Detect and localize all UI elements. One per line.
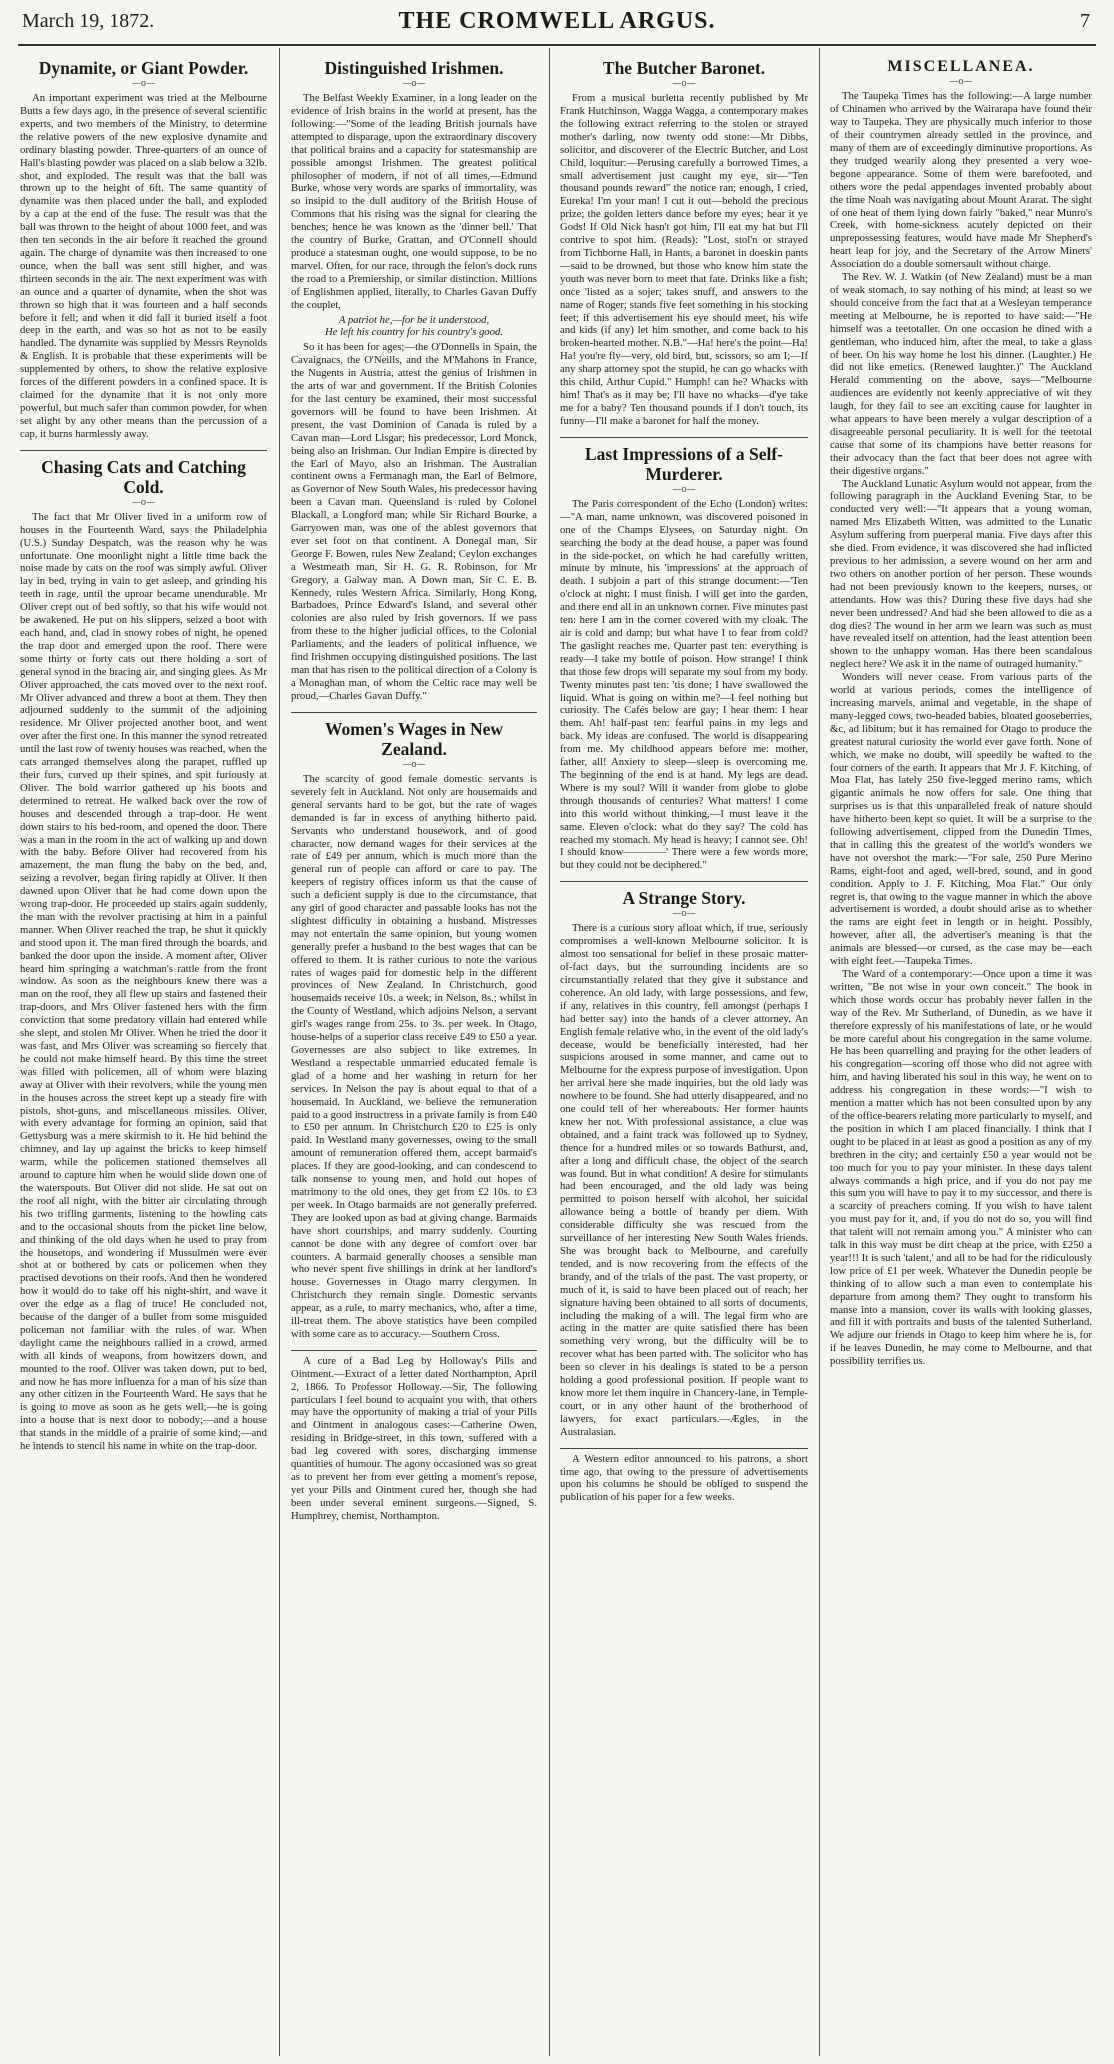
headline-divider: —o— <box>672 909 696 920</box>
column-rule <box>279 48 280 2056</box>
article-miscellanea <box>830 58 1092 1368</box>
article-headline: Women's Wages in New Zealand. <box>324 718 504 759</box>
article-dynamite <box>20 58 267 441</box>
article-headline: Chasing Cats and Catching Cold. <box>41 456 246 497</box>
article-headline: Last Impressions of a Self-Murderer. <box>584 443 784 484</box>
article-separator <box>291 1350 537 1351</box>
article-text: A Western editor announced to his patrons, a short time ago, that owing to the pressure of advertisements upon his columns he should be obliged to suspend the publication of his paper for a few weeks. <box>560 1452 808 1504</box>
headline-divider: —o— <box>949 77 973 88</box>
article-distinguished-irishmen <box>291 58 537 703</box>
article-separator <box>560 881 808 882</box>
article-butcher-baronet <box>560 58 808 428</box>
article-strange-story <box>560 888 808 1438</box>
article-headline: The Butcher Baronet. <box>602 58 766 78</box>
headline-divider: —o— <box>131 497 156 508</box>
column-4 <box>830 52 1092 2054</box>
article-separator <box>560 1448 808 1449</box>
article-text: The Rev. W. J. Watkin (of New Zealand) must be a man of weak stomach, to say nothing of his mind; at least so we should conceive from the fact that at a Wesleyan temperance meeting at Melbourne, he is reported to have said:—"He himself was a teetotaller. On one occasion he dined with a gentleman, who induced him, after the meal, to take a glass of beer. On his way home he lost his dinner. (Laughter.) He did not like emetics. (Renewed laughter.)" The Auckland Herald commenting on the above, says—"Melbourne audiences are evidently not keenly appreciative of wit they laugh, for they fail to see an exciting cause for laughter in what appears to have been merely a vulgar description of a disagreeable personal peculiarity. It is well for the teetotal cause that some of its champions have better reasons for their advocacy than the fact that beer does not agree with their digestive organs." <box>830 271 1092 477</box>
article-headline: Distinguished Irishmen. <box>324 58 504 78</box>
article-text: An important experiment was tried at the Melbourne Butts a few days ago, in the presence of several scientific experts, and two members of the Ministry, to determine the relative powers of the new explosive dynamite and ordinary blasting powder. Three-quarters of an ounce of Hall's blasting powder was placed on a slab below a 32lb. shot, and exploded. The result was that the ball was thrown up to the height of 6ft. The same quantity of dynamite was then placed under the ball, and exploded by a cap at the end of the fuse. The result was that the ball was thrown to the height of about 1000 feet, and was then ten seconds in the air before it reached the ground again. The charge of dynamite was then increased to one ounce, when the ball was sent still higher, and was thirteen seconds in the air. The next experiment was with an ounce and a quarter of dynamite, when the shot was thrown so high that it was fourteen and a half seconds before it fell; and when it did fall it buried itself a foot deep in the earth, and was so hot as not to be easily handled. The dynamite was supplied by Messrs Reynolds & English. It is probable that these experiments will be supplemented by others, to show the relative explosive forces of the different powders in a confined space. It is claimed for the dynamite that it is not only more powerful, but much safer than common powder, for when set alight by any other means than the percussion of a cap, it burns harmlessly away. <box>20 92 267 440</box>
headline-divider: —o— <box>131 79 156 90</box>
article-text: The scarcity of good female domestic servants is severely felt in Auckland. Not only are housemaids and general servants hard to be got, but the rate of wages demanded is far in excess of anything hitherto paid. Servants who understand housework, and of good character, now demand wages for their services at the rate of £49 per annum, which is much more than the general run of people can afford or care to pay. The keepers of registry offices inform us that the cause of such a deficient supply is due to the circumstance, that any girl of good character and passable looks has not the slightest difficulty in obtaining a husband. Mistresses may not entertain the same opinion, but young women generally prefer a husband to the best wages that can be offered to them. It is rather curious to note the various rates of wages paid for domestic help in the different provinces of New Zealand. In Christchurch, good housemaids receive 10s. a week; in Nelson, 8s.; whilst in the County of Westland, which adjoins Nelson, a servant girl's wages range from 25s. to 3s. per week. In Otago, house-helps of a superior class receive £49 to £50 a year. Governesses are also subject to like extremes. In Westland a respectable unmarried educated female is glad of a home and her washing in return for her services. In Nelson the pay is about equal to that of a housemaid. In Auckland, we believe the remuneration paid to a good instructress in a private family is from £40 to £50 per annum. In Christchurch £20 to £25 is only paid. In Westland many governesses, owing to the small amount of remuneration offered them, accept barmaid's places. If they are good-looking, and can condescend to talk nonsense to young men, and hold out hopes of matrimony to the old ones, they get from £2 10s. to £3 per week. In Otago barmaids are not generally preferred. They are looked upon as bad at giving change. Barmaids have short courtships, and marry suddenly. Courting cannot be done with any degree of comfort over bar counters. A barmaid generally chooses a sensible man who never spent five shillings in drink at her landlord's house. Governesses in Otago marry clergymen. In Christchurch they remain single. Domestic servants appear, as a rule, to marry mechanics, who, after a time, ill-treat them. The above statistics have been compiled with some care as to accuracy.—Southern Cross. <box>291 772 537 1340</box>
column-rule <box>549 48 550 2056</box>
masthead <box>18 8 1096 42</box>
article-text: The Auckland Lunatic Asylum would not appear, from the following paragraph in the Auckland Evening Star, to be conducted very well:—"It appears that a young woman, named Mrs Elizabeth Witten, was admitted to the Lunatic Asylum suffering from puerperal mania. Five days after this she died. From evidence, it was discovered she had inflicted previous to her admission, a severe wound on her arm and two others on another portion of her person. These wounds had not been previously known to the keepers, nurses, or attendants. How was this? During these five days had she never been undressed? And had she been allowed to die as a dog dies? The wound in her arm we learn was such as must have revealed itself on attention, had the least attention been shown to the unhappy woman. Has there been scandalous neglect here? We ask it in the name of outraged humanity." <box>830 477 1092 671</box>
article-self-murderer <box>560 444 808 873</box>
article-western-editor <box>560 1453 808 1505</box>
headline-divider: —o— <box>402 79 426 90</box>
column-3 <box>560 52 808 2054</box>
article-text: From a musical burletta recently published by Mr Frank Hutchinson, Wagga Wagga, a contemporary makes the following extract referring to the stolen or strayed mother's darling, now twenty odd stone:—Mr Dibbs, solicitor, and discoverer of the Electric Butcher, and Lost Child, loquitur:—Perusing carefully a borrowed Times, a small advertisement just caught my eye, sir—"Ten thousand pounds reward" the notice ran; enough, I cried, Eureka! I'm your man! I cut it out—behold the precious prize; the golden letters dance before my eyes; hear it ye Gods! If Old Nick hasn't got him, I'll eat my hat but I'll contrive to spot him. (Reads): "Lost, stol'n or strayed from Tichborne Hall, in Hants, a baronet in doeskin pants—said to be drowned, but those who know him state the youth was never born to meet that fate. Drinks like a fish; once 'listed as a sojer; takes snuff, and answers to the name of Roger; stands five feet something in his stocking feet; if this advertisement his eye should meet, his wife and kids (if any) let him smother, and come back to his broken-hearted mother. N.B."—Ha! here's the point—Ha! Ha! you're fly—very, old bird, but, scissors, so am I;—If any sharp attorney spot the stupid, he can go whacks with this child, Arthur Cupid." Humph! can he? Whacks with him! That's as it may be; I'll have no whacks—d'ye take me for a baby? Ten thousand pounds if I don't touch, its funny—I'll make a baronet for half the money. <box>560 92 808 427</box>
article-headline: A Strange Story. <box>622 888 746 909</box>
article-separator <box>560 437 808 438</box>
headline-divider: —o— <box>672 484 696 495</box>
newspaper-title: THE CROMWELL ARGUS. <box>398 8 716 34</box>
article-text: The Belfast Weekly Examiner, in a long leader on the evidence of Irish brains in the world at present, has the following:—"Some of the leading British journals have attempted to disparage, upon the extraordinary discovery that political brains and a capacity for statesmanship are possible amongst Irishmen. The greatest political philosopher of modern, if not of all times,—Edmund Burke, whose very words are sparks of immortality, was so insipid to the dull auditory of the British House of Commons that his rising was the signal for clearing the benches; hence he was known as the 'dinner bell.' That the country of Burke, Grattan, and O'Connell should produce a statesman ought, one would suppose, to be no marvel. Often, for our race, through the felon's dock runs the road to a Premiership, or similar distinction. Millions of Englishmen applied, literally, to Charles Gavan Duffy the couplet, <box>291 92 537 311</box>
article-text: Wonders will never cease. From various parts of the world at various periods, comes the intelligence of increasing marvels, animal and vegetable, in the shape of many-legged cows, two-headed babies, bloated gooseberries, &c, ad libitum; but it has remained for Otago to produce the greatest natural curiosity the world ever gave forth. None of which, we make no doubt, will speedily be wafted to the four corners of the earth. It appears that Mr J. F. Kitching, of Moa Flat, has lately 250 five-legged merino rams, which gigantic animals he now offers for sale. One thing that surprises us is that this unparalleled freak of nature should have hitherto been kept so quiet. It will be a surprise to the following advertisement, clipped from the Dunedin Times, that in calling this the greatest of the world's wonders we have not overshot the mark:—"For sale, 250 Pure Merino Rams, eight-foot and aged, well-bred, sound, and in good condition. Apply to J. F. Kitching, Moa Flat." Our only regret is, that owing to the vague manner in which the above advertisement is worded, a doubt should arise as to whether the rams are eight feet in length or in height. Possibly, however, after all, the advertiser's meaning is that the animals are blessed—or cursed, as the case may be—each with eight feet.—Taupeka Times. <box>830 671 1092 968</box>
article-chasing-cats <box>20 457 267 1453</box>
article-text: So it has been for ages;—the O'Donnells in Spain, the Cavaignacs, the O'Neills, and the M'Mahons in France, the Nugents in Austria, attest the genius of Irishmen in the arts of war and government. If the British Colonies for the last century be examined, their most successful governors will be found to have been Irishmen. At present, the vast Dominion of Canada is ruled by a Cavan man—Lord Lisgar; his predecessor, Lord Monck, being also an Irishman. Our Indian Empire is directed by the Earl of Mayo, also an Irishman. The Australian continent owns a Fermanagh man, the Earl of Belmore, as Governor of New South Wales, his predecessor having been a Cavan man. Queensland is ruled by Colonel Blackall, a Longford man; while Sir Richard Bourke, a Garryowen man, was one of the ablest governors that ever set foot on that continent. A Donegal man, Sir George F. Bowen, rules New Zealand; Ceylon exchanges a Westmeath man, Sir H. G. R. Robinson, for Mr Gregory, a Galway man. A Down man, Sir C. E. B. Kennedy, rules Western Africa. Similarly, Hong Kong, Barbadoes, Prince Edward's Island, and several other colonies are also ruled by Irish governors. If we pass from these to the higher judicial offices, to the Colonial Parliaments, and the leaders of political influence, we find Irishmen occupying distinguished positions. The last man that has risen to the political direction of a Colony is a Monaghan man, of whom the Celtic race may well be proud,—Charles Gavan Duffy." <box>291 341 537 702</box>
article-headline: Dynamite, or Giant Powder. <box>38 58 249 78</box>
article-headline: MISCELLANEA. <box>887 58 1035 75</box>
column-2 <box>291 52 537 2054</box>
column-rule <box>819 48 820 2056</box>
article-womens-wages <box>291 719 537 1341</box>
headline-divider: —o— <box>402 759 426 770</box>
masthead-rule <box>18 44 1096 46</box>
article-text: The Taupeka Times has the following:—A large number of Chinamen who arrived by the Wairarapa have found their way to Taupeka. They are physically much inferior to those of their countrymen already settled in the province, and many of them are of exceedingly diminutive proportions. As they trudged wearily along they presented a very woe-begone appearance. Some of them were barefooted, and others wore the pedal appendages invented probably about the time Noah was navigating about Mount Ararat. The sight of one heat of them lying down fairly "baked," near Munro's Creek, with home-sickness acutely depicted on their unprepossessing features, would have made Mr Shepherd's heart leap for joy, and the Secretary of the Arrow Miners' Association do a double somersault without charge. <box>830 90 1092 271</box>
article-separator <box>20 450 267 451</box>
article-verse: A patriot he,—for be it understood, He left his country for his country's good. <box>324 313 504 339</box>
article-text: A cure of a Bad Leg by Holloway's Pills and Ointment.—Extract of a letter dated Northampton, April 2, 1866. To Professor Holloway.—Sir, The following particulars I feel bound to acquaint you with, that others may have the opportunity of making a trial of your Pills and Ointment in analogous cases:—Catherine Owen, residing in Bridge-street, in this town, suffered with a bad leg covered with sores, discharging immense quantities of humour. The agony occasioned was so great as to prevent her from ever getting a moment's repose, yet your Pills and Ointment cured her, though she had been under several eminent surgeons.—Signed, S. Humphrey, chemist, Northampton. <box>291 1354 537 1522</box>
article-separator <box>291 712 537 713</box>
column-1 <box>20 52 267 2054</box>
issue-date: March 19, 1872. <box>22 10 155 32</box>
headline-divider: —o— <box>672 79 696 90</box>
article-text: There is a curious story afloat which, if true, seriously compromises a well-known Melbourne solicitor. It is almost too sensational for belief in these prosaic matter-of-fact days, but the surrounding incidents are so circumstantially related that they give it substance and coherence. An old lady, with large possessions, and few, if any, relatives in this country, fell amongst (perhaps I had better say) into the hands of a clever attorney. An English female relative who, in the event of the old lady's decease, would be beneficially interested, had her suspicions aroused in some manner, and came out to Melbourne for the express purpose of investigation. Upon her arrival here she made inquiries, but the old lady was nowhere to be found. She had utterly disappeared, and no one could tell of her whereabouts. Her former haunts knew her not. With professional assistance, a clue was obtained, and a faint track was followed up to Sydney, thence for a hundred miles or so towards Bathurst, and, after a long and difficult chase, the object of the search was found. But in what condition! A desire for stimulants had been encouraged, and the old lady was being permitted to poison herself with alcohol, her suicidal allowance being a bottle of brandy per diem. With considerable difficulty she was rescued from the surveillance of her interesting New South Wales friends. She was brought back to Melbourne, and carefully tended, and is now recovering from the effects of the brandy, and of the trials of the past. The vast property, or much of it, is said to have been placed out of reach; her signature having been obtained to all sorts of documents, including the making of a will. The legal firm who are acting in the matter are quite satisfied there has been something very wrong, but the difficulty will be to recover what has been parted with. The solicitor who has been so clever in his dealings is stated to be a person holding a good professional position. If people want to know more let them inquire in Chancery-lane, in Temple-court, or in any other haunt of the brotherhood of lawyers, for exact particulars.—Ægles, in the Australasian. <box>560 922 808 1438</box>
page-number: 7 <box>1080 10 1090 32</box>
article-text: The fact that Mr Oliver lived in a uniform row of houses in the Fourteenth Ward, says the Philadelphia (U.S.) Sunday Despatch, was the reason why he was unfortunate. One moonlight night a little time back the noise made by cats on the roof was simply awful. Oliver lay in bed, trying in vain to get asleep, and grinding his teeth in rage, until the uproar became unendurable. Mr Oliver crept out of bed softly, so that his wife would not be awakened. He put on his slippers, seized a boot with each hand, and, clad in snowy robes of night, he opened the trap door and emerged upon the roof. There were some thirty or forty cats out there holding a sort of general synod in the bracing air, and singing glees. As Mr Oliver approached, the cats moved over to the next roof. Mr Oliver advanced and threw a boot at them. They then adjourned suddenly to the summit of the adjoining residence. Mr Oliver projected another boot, and went over after the first one. In this manner the synod retreated until the last row of twenty houses was reached, when the cats arranged themselves along the parapet, ruffled up their furs, curved up their spines, and spit furiously at Oliver. The bold warrior gathered up his boots and determined to retreat. He walked back over the row of houses and descended through a trap-door. He went down stairs to his bed-room, and opened the door. There was a man in the room in the act of walking up and down with the baby. Before Oliver had recovered from his amazement, the man flung the baby on the bed, and, seizing a revolver, began firing rapidly at Oliver. It then dawned upon Oliver that he had come down upon the wrong trap-door. He proceeded up stairs again suddenly, the man with the revolver practising at him in a painful manner. When Oliver reached the trap, he shut it quickly and stood upon it. The man fired through the boards, and banked the door upon the inside. A moment after, Oliver heard him springing a watchman's rattle from the front window. As soon as the neighbours knew there was a man on the roof, they all flew up stairs and fastened their trap-doors, and Mrs Oliver fastened hers with the firm conviction that some predatory villain had entered while she slept, and stolen Mr Oliver. When he tried the door it was fast, and Mrs Oliver was screaming so fiercely that he could not make himself heard. By this time the street was filled with policemen, all of whom were blazing away at Oliver with their revolvers, while the young men in the houses across the street kept up a steady fire with pistols, shot-guns, and miscellaneous missiles. Oliver, with every advantage for forming an opinion, said that Gettysburg was a mere skirmish to it. He hid behind the chimney, and lay up against the bricks to keep himself warm, while the policemen stationed themselves all around to capture him when he would slide down one of the waterspouts. But Oliver did not slide. He sat out on the roof all night, with the bitter air circulating through his two trifling garments, listening to the howling cats and to the occasional shouts from the picket line below, and thinking of the old days when he used to pray from the housetops, and wondering if Mussulmen were ever shot at or bothered by cats or policemen when they practised devotions on their roofs. And then he wondered how it would do to take off his night-shirt, and wave it over the edge as a flag of truce! He concluded not, because of the danger of a bullet from some misguided policeman not familiar with the rules of war. When daylight came the neighbours rallied in a crowd, armed with all kinds of weapons, from howitzers down, and mounted to the roof. Oliver was taken down, put to bed, and now he has more influenza for a man of his size than any other citizen in the Fourteenth Ward. He says that he is going to move as soon as he gets well;—he is going into a house that is next door to nobody;—and a house that stands in the middle of a prairie of some kind;—and he intends to stencil his name in white on the trap-door. <box>20 510 267 1453</box>
article-text: The Ward of a contemporary:—Once upon a time it was written, "Be not wise in your own conceit." The book in which those words occur has probably never fallen in the way of the Rev. Mr Sutherland, of Dunedin, as we have it therefore expressly of his manifestations of late, or he would be more careful about his congregation in the same volume. He has been quarrelling and praying for the other leaders of his congregation—scoring off those who did not agree with him, and having liberated his soul in this way, he went on to address his congregation in these words:—"I wish to mention a matter which has not been consulted upon by any of the office-bearers relating more particularly to myself, and the position in which I am placed financially. I think that I ought to be placed in at least as good a position as any of my brethren in the city; and certainly £50 a year would not be too much for you to pay your minister. In these days talent always commands a high price, and if you do not pay me this sum you will have to pay it to my successor, and there is a scarcity of preachers coming. If you wish to have talent you must pay for it, and, if you do not do so, you will find that talent will not remain among you." A minister who can talk in this way must be dirt cheap at the price, with £250 a year!!! It is such 'talent,' and all to be had for the ridiculously low price of £1 per week. Whatever the Dunedin people be thinking of to allow such a man even to contemplate his departure from among them? They ought to transform his manse into a mansion, cover its walls with looking glasses, and fill it with portraits and busts of the talented Sutherland. We adjure our friends in Otago to keep him where he is, for if he leaves Dunedin, he may come to Melbourne, and that possibility terrifies us. <box>830 968 1092 1368</box>
article-holloway-advert <box>291 1355 537 1523</box>
article-text: The Paris correspondent of the Echo (London) writes:—"A man, name unknown, was discovered poisoned in one of the Champs Elysees, on Saturday night. On searching the body at the dead house, a paper was found in the side-pocket, on which he had carefully written, minute by minute, his 'impressions' at the approach of death. I subjoin a part of this strange document:—'Ten o'clock at night: I must finish. I will get into the garden, and there end all in an unknown corner. Five minutes past ten: here I am in the corner covered with my cloak. The air is cold and damp; but what have I to fear from cold? The gaslight reaches me. Quarter past ten: everything is ready—I take my bottle of poison. How strange! I think that those few drops will separate my soul from my body. Twenty minutes past ten: 'tis done; I have swallowed the liquid. What is going on within me?—I feel nothing but curiosity. The Cafés below are gay; I hear them: I hear them. Ah! half-past ten: fearful pains in my legs and back. My ideas are confused. The world is disappearing from me. My childhood appears before me: mother, father, all! Anxiety to sleep—sleep is overcoming me. The beginning of the end is at hand. My legs are dead. Where is my soul? Will it wander from globe to globe through thousands of centuries? What matters! I come into this world without thinking,—I must leave it the same. Eleven o'clock: what do they say? The cold has reached my stomach. My head is heavy; I cannot see. Oh! I should know————' There were a few words more, but they could not be deciphered." <box>560 497 808 872</box>
